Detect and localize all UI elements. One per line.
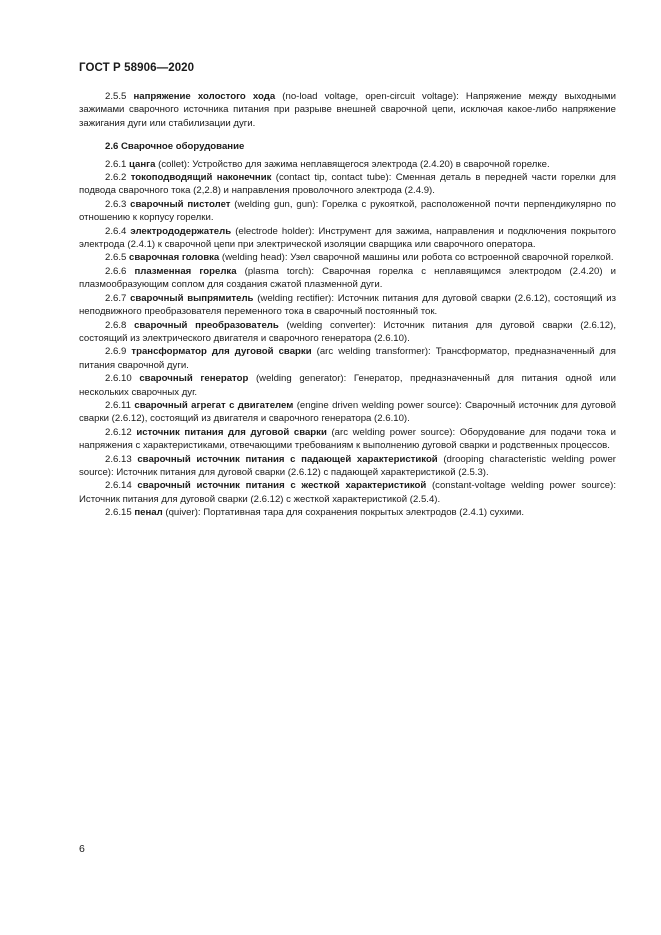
clause-definition: (welding generator): Генератор, предназначенный для питания одной или нескольких сварочных дуг. [79, 373, 616, 398]
clause-number: 2.6.13 [105, 453, 132, 465]
clause-term: токоподводящий наконечник [130, 172, 272, 184]
clause-2-6-14 [79, 479, 616, 506]
clause-definition: (collet): Устройство для зажима неплавящегося электрода (2.4.20) в сварочной горелке. [155, 158, 550, 170]
clause-term: цанга [129, 158, 156, 170]
clause-2-5-5 [79, 90, 616, 130]
clause-definition: (arc welding transformer): Трансформатор, предназначенный для питания сварочной дуги. [79, 346, 616, 371]
clause-term: сварочный агрегат с двигателем [134, 399, 294, 411]
clause-number: 2.6.1 [105, 158, 127, 170]
page-number: 6 [79, 843, 85, 855]
clause-number: 2.6.10 [105, 373, 132, 385]
clause-term: плазменная горелка [134, 265, 237, 277]
clause-term: сварочная головка [129, 252, 220, 264]
clause-2-6-6 [79, 265, 616, 292]
clause-2-6-4 [79, 225, 616, 252]
clause-term: сварочный источник питания с падающей характеристикой [137, 453, 438, 465]
clause-2-6-3 [79, 198, 616, 225]
clause-number: 2.6.9 [105, 346, 127, 358]
clause-definition: (welding head): Узел сварочной машины или робота со встроенной сварочной горелкой. [219, 252, 614, 264]
clause-term: напряжение холостого хода [133, 91, 276, 102]
clause-term: источник питания для дуговой сварки [136, 426, 327, 438]
clause-number: 2.6.2 [105, 172, 127, 184]
clause-term: сварочный источник питания с жесткой характеристикой [137, 480, 427, 492]
clause-definition: (quiver): Портативная тара для сохранения покрытых электродов (2.4.1) сухими. [162, 507, 525, 519]
clause-2-6-13 [79, 453, 616, 480]
clause-number: 2.6.12 [105, 426, 132, 438]
clause-2-6-15 [79, 506, 616, 519]
clause-definition: (engine driven welding power source): Сварочный источник для дуговой сварки (2.6.12), состоящий из двигателя и сварочного генератора (2.6.10). [79, 399, 616, 425]
clause-2-6-7 [79, 292, 616, 319]
clause-2-6-10 [79, 372, 616, 399]
clause-number: 2.6.8 [105, 319, 127, 331]
clause-2-6-5 [79, 251, 616, 264]
clause-number: 2.6.6 [105, 265, 127, 277]
clause-2-6-9 [79, 345, 616, 372]
section-title: 2.6 Сварочное оборудование [105, 141, 245, 153]
document-body [79, 90, 616, 520]
clause-2-6-1 [79, 158, 616, 171]
clause-term: электрододержатель [130, 225, 232, 237]
clause-definition: (drooping characteristic welding power source): Источник питания для дуговой сварки (2.6.12) с падающей характеристикой (2.5.3). [79, 453, 617, 478]
clause-term: сварочный преобразователь [134, 319, 279, 331]
clause-definition: (arc welding power source): Оборудование для подачи тока и напряжения с характеристиками, отвечающими требованиям к выполнению дуговой сварки и родственных процессов. [79, 426, 616, 452]
clause-term: пенал [134, 507, 163, 519]
clause-definition: (plasma torch): Сварочная горелка с неплавящимся электродом (2.4.20) и плазмообразующим соплом для создания сжатой плазменной дуги. [79, 265, 616, 291]
clause-definition: (constant-voltage welding power source): Источник питания для дуговой сварки (2.6.12) с жесткой характеристикой (2.5.4). [79, 480, 616, 505]
clause-definition: (welding converter): Источник питания для дуговой сварки (2.6.12), состоящий из электрического двигателя и сварочного генератора (2.6.10). [79, 319, 616, 344]
clause-number: 2.6.5 [105, 252, 127, 264]
clause-number: 2.6.11 [105, 399, 131, 411]
clause-definition: (electrode holder): Инструмент для зажима, направления и подключения покрытого электрода (2.4.1) к сварочной цепи при электрической изоляции сварщика или сварочного оператора. [79, 225, 616, 251]
clause-definition: (welding rectifier): Источник питания для дуговой сварки (2.6.12), состоящий из неподвижного преобразователя переменного тока в сварочный постоянный ток. [79, 292, 616, 318]
clause-number: 2.6.15 [105, 507, 132, 519]
clause-2-6-11 [79, 399, 616, 426]
clause-number: 2.6.4 [105, 225, 127, 237]
clause-number: 2.6.7 [105, 292, 127, 304]
clause-term: сварочный выпрямитель [130, 292, 254, 304]
clause-2-6-12 [79, 426, 616, 453]
clause-term: трансформатор для дуговой сварки [131, 346, 312, 358]
clause-definition: (welding gun, gun): Горелка с рукояткой, расположенной почти перпендикулярно по отношению к корпусу горелки. [79, 198, 616, 224]
clause-number: 2.6.14 [105, 480, 132, 492]
clause-definition: (contact tip, contact tube): Сменная деталь в передней части горелки для подвода сварочного тока (2,2.8) и направления проволочного электрода (2.4.9). [79, 172, 616, 197]
clause-2-6-2 [79, 171, 616, 198]
clause-2-6-8 [79, 319, 616, 346]
clause-term: сварочный генератор [139, 373, 249, 385]
clause-number: 2.6.3 [105, 198, 127, 210]
clause-definition: (no-load voltage, open-circuit voltage): Напряжение между выходными зажимами сварочного источника питания при разрыве внешней сварочной цепи, исключая какое-либо напряжение зажигания дуги или стабилизации дуги. [79, 91, 616, 129]
document-header: ГОСТ Р 58906—2020 [79, 62, 195, 74]
clause-term: сварочный пистолет [130, 198, 231, 210]
clause-number: 2.5.5 [105, 91, 127, 102]
